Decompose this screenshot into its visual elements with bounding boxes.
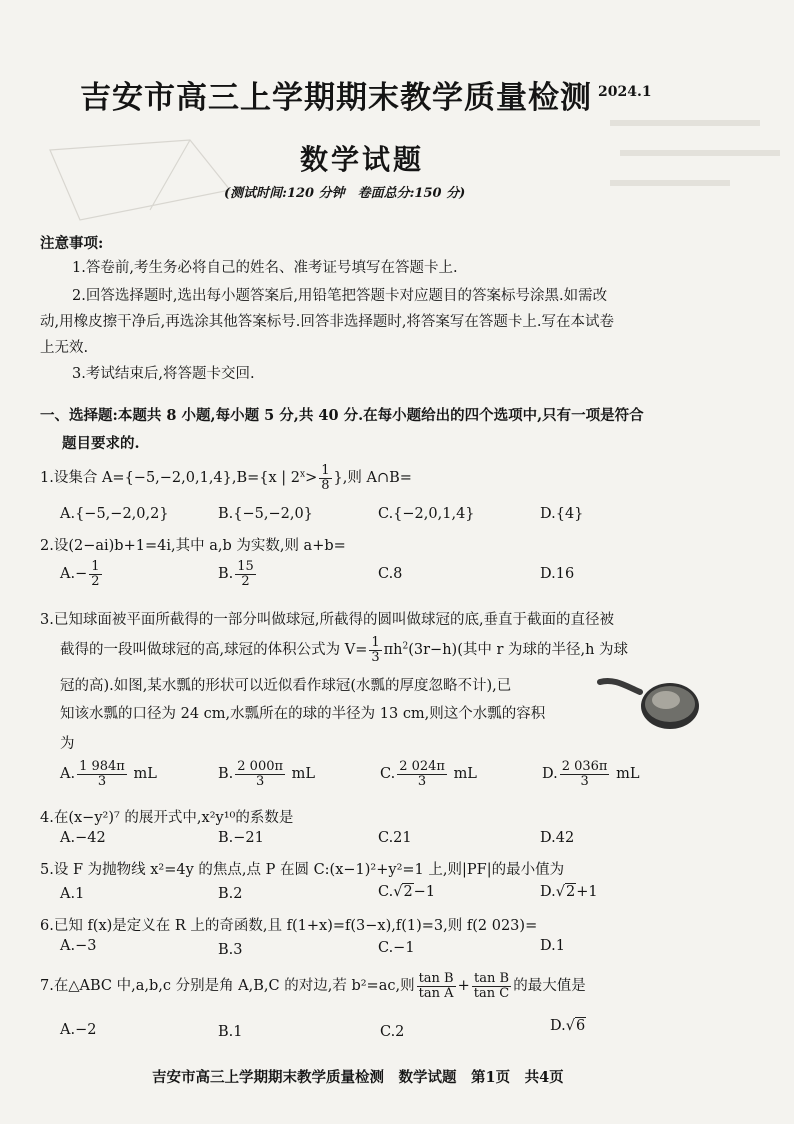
time-info: (测试时间:120 分钟 卷面总分:150 分) [224, 186, 466, 201]
q7-d-pre: D. [550, 1018, 566, 1034]
q7-f1-num: tan B [418, 971, 454, 986]
q3-l2-a: 截得的一段叫做球冠的高,球冠的体积公式为 V= [60, 642, 368, 659]
q3-d-num: 2 036π [561, 759, 608, 774]
q3-c-num: 2 024π [399, 759, 445, 774]
q2-option-a [60, 560, 104, 588]
q6-option-c: C.−1 [378, 940, 415, 956]
subject-title: 数学试题 [300, 143, 425, 176]
q7-plus: + [457, 978, 470, 995]
q3-option-b: B. $\frac{2 000\pi}{3}$ mL [218, 759, 316, 789]
q1-frac-den: 8 [321, 477, 330, 493]
q3-b-num: 2 000π [237, 759, 284, 774]
q2-b-den: 2 [241, 573, 250, 589]
q5-option-a: A.1 [60, 886, 85, 902]
q7-stem [40, 972, 586, 1000]
q4-option-c: C.21 [378, 830, 412, 846]
bleed-through-text [600, 110, 790, 210]
q1-option-d: D.{4} [540, 506, 584, 522]
note-2c: 上无效. [40, 340, 89, 356]
q3-c-frac [397, 760, 447, 788]
q3-l2-c: (3r−h)(其中 r 为球的半径,h 为球 [408, 642, 629, 659]
q1-stem [40, 464, 412, 492]
bleed-through-figure [40, 120, 240, 240]
q3-line1: 3.已知球面被平面所截得的一部分叫做球冠,所截得的圆叫做球冠的底,垂直于截面的直径被 [40, 612, 615, 628]
q3-b-frac [235, 760, 285, 788]
q1-stem-a: 1.设集合 A={−5,−2,0,1,4},B= [40, 470, 260, 487]
q2-stem: 2.设(2−ai)b+1=4i,其中 a,b 为实数,则 a+b= [40, 538, 346, 554]
q3-l2-sup: 2 [402, 641, 409, 652]
q3-l2-den: 3 [371, 649, 380, 665]
q2-b-pre: B. [218, 566, 234, 583]
q3-l2-frac [369, 636, 381, 664]
q1-option-c: C.{−2,0,1,4} [378, 506, 475, 522]
q2-option-c: C.8 [378, 566, 403, 582]
exam-title: 吉安市高三上学期期末教学质量检测 [80, 80, 592, 116]
q5-option-c: C.√2−1 [378, 884, 436, 900]
q2-b-frac [235, 560, 256, 588]
q7-stem-b: 的最大值是 [513, 978, 586, 995]
q3-a-num: 1 984π [79, 759, 125, 774]
q5-d-post: +1 [576, 884, 598, 900]
q5-option-d: D.√2+1 [540, 884, 598, 900]
q1-stem-b: ,则 A∩B= [342, 470, 412, 487]
q3-d-den: 3 [580, 773, 589, 789]
q2-b-num: 15 [237, 559, 254, 574]
q7-f1-den: tan A [418, 985, 454, 1001]
q3-option-d: D. $\frac{2 036\pi}{3}$ mL [542, 759, 640, 789]
q7-option-d: D.√6 [550, 1018, 586, 1034]
q3-line2 [60, 636, 628, 664]
q4-option-a: A.−42 [60, 830, 106, 846]
notes-heading: 注意事项: [40, 235, 104, 252]
q2-option-b [218, 560, 258, 588]
q5-d-pre: D. [540, 884, 556, 900]
q3-b-unit: mL [291, 766, 316, 783]
q3-a-frac [77, 760, 127, 788]
q6-stem: 6.已知 f(x)是定义在 R 上的奇函数,且 f(1+x)=f(3−x),f(1)=3,则 f(2 023)= [40, 918, 538, 934]
q1-set-open: {x | 2 [259, 470, 301, 487]
q4-option-b: B.−21 [218, 830, 264, 846]
q1-option-a: A.{−5,−2,0,2} [60, 506, 169, 522]
q1-sup: x [300, 469, 306, 480]
q2-a-den: 2 [91, 573, 100, 589]
ladle-figure [596, 668, 702, 732]
page-footer: 吉安市高三上学期期末教学质量检测 数学试题 第1页 共4页 [152, 1069, 564, 1086]
q7-f2-num: tan B [473, 971, 510, 986]
q3-line3: 冠的高).如图,某水瓢的形状可以近似看作球冠(水瓢的厚度忽略不计),已 [60, 678, 512, 694]
q2-a-frac [89, 560, 101, 588]
q1-option-b: B.{−5,−2,0} [218, 506, 313, 522]
q2-option-d: D.16 [540, 566, 575, 582]
q2-a-pre: A.− [60, 566, 88, 583]
q3-l2-num: 1 [371, 635, 380, 650]
q6-option-b: B.3 [218, 942, 243, 958]
q3-c-unit: mL [453, 766, 477, 783]
q7-frac-2 [472, 972, 511, 1000]
q7-frac-1 [417, 972, 456, 1000]
q5-d-rad: 2 [565, 884, 576, 900]
q3-option-c: C. $\frac{2 024\pi}{3}$ mL [380, 759, 477, 789]
exam-date: 2024.1 [598, 84, 652, 100]
q1-frac-num: 1 [321, 463, 330, 478]
q3-c-den: 3 [417, 773, 427, 789]
q7-stem-a: 7.在△ABC 中,a,b,c 分别是角 A,B,C 的对边,若 b²=ac,则 [40, 978, 415, 995]
q1-fraction [319, 464, 331, 492]
q7-option-c: C.2 [380, 1024, 405, 1040]
note-3: 3.考试结束后,将答题卡交回. [72, 366, 255, 382]
section1-line1: 一、选择题:本题共 8 小题,每小题 5 分,共 40 分.在每小题给出的四个选项中,只有一项是符合 [40, 407, 644, 424]
note-2a: 2.回答选择题时,选出每小题答案后,用铅笔把答题卡对应题目的答案标号涂黑.如需改 [72, 288, 608, 304]
q3-l2-b: πh [383, 642, 403, 659]
note-2b: 动,用橡皮擦干净后,再选涂其他答案标号.回答非选择题时,将答案写在答题卡上.写在本试卷 [40, 314, 615, 330]
q3-a-den: 3 [97, 773, 107, 789]
q7-option-a: A.−2 [60, 1022, 97, 1038]
q7-d-rad: 6 [575, 1018, 586, 1034]
q7-f2-den: tan C [473, 985, 510, 1001]
note-1: 1.答卷前,考生务必将自己的姓名、准考证号填写在答题卡上. [72, 260, 458, 276]
q3-line5: 为 [60, 736, 75, 752]
q2-a-num: 1 [91, 559, 100, 574]
q6-option-d: D.1 [540, 938, 565, 954]
q1-set-close: } [333, 470, 343, 487]
q5-c-post: −1 [413, 884, 436, 900]
q3-a-unit: mL [133, 766, 157, 783]
q5-c-rad: 2 [403, 884, 413, 900]
q5-stem: 5.设 F 为抛物线 x²=4y 的焦点,点 P 在圆 C:(x−1)²+y²=1 上,则|PF|的最小值为 [40, 862, 565, 878]
q3-line4: 知该水瓢的口径为 24 cm,水瓢所在的球的半径为 13 cm,则这个水瓢的容积 [60, 706, 546, 722]
q5-option-b: B.2 [218, 886, 243, 902]
q3-d-unit: mL [616, 766, 640, 783]
q3-b-den: 3 [256, 773, 265, 789]
q1-gt: > [305, 470, 318, 487]
section1-line2: 题目要求的. [62, 435, 140, 452]
q6-option-a: A.−3 [60, 938, 97, 954]
q7-option-b: B.1 [218, 1024, 243, 1040]
q5-c-pre: C. [378, 884, 394, 900]
q3-option-a: A. $\frac{1 984\pi}{3}$ mL [60, 759, 157, 789]
q4-option-d: D.42 [540, 830, 575, 846]
q4-stem: 4.在(x−y²)⁷ 的展开式中,x²y¹⁰的系数是 [40, 810, 294, 826]
q3-d-frac [560, 760, 610, 788]
